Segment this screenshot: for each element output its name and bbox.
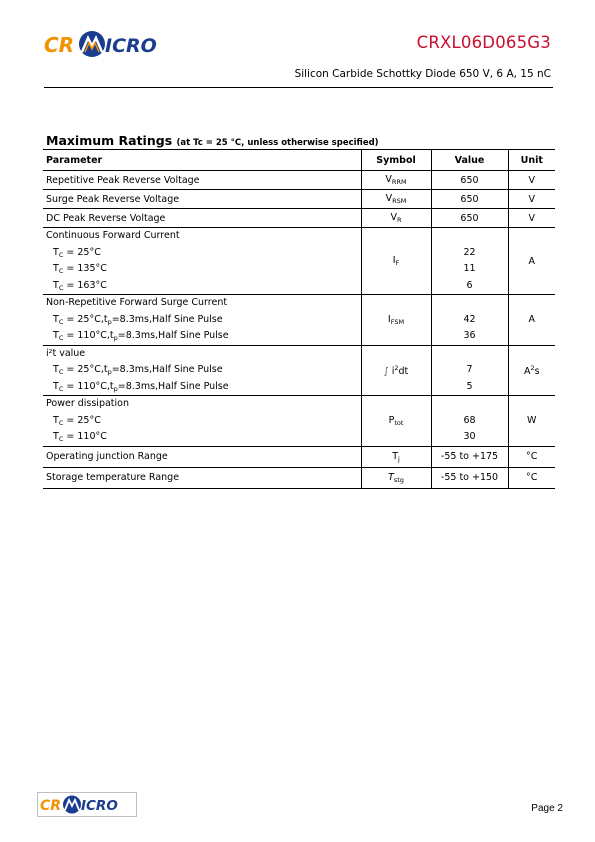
table-header-row bbox=[43, 150, 555, 171]
header-divider bbox=[44, 87, 553, 88]
table-row bbox=[43, 345, 555, 396]
unit-cell: V bbox=[508, 171, 555, 190]
param-cell: i²t value $T_C$ = $25^\circ C,t_p=8.3ms,Half$ Sine Pulse $T_C$ = $110^\circ C,t_p=8.3ms,Half$ Sine Pulse bbox=[43, 345, 361, 396]
unit-cell: °C bbox=[508, 446, 555, 467]
table-row bbox=[43, 446, 555, 467]
table-row bbox=[43, 190, 555, 209]
header-value: Value bbox=[431, 150, 508, 171]
section-title-note: (at Tc = 25 °C, unless otherwise specified) bbox=[176, 138, 379, 148]
value-cell: 650 bbox=[431, 190, 508, 209]
param-cell: Non-Repetitive Forward Surge Current $T_C$ = $25^\circ C,t_p=8.3ms,Half$ Sine Pulse $T_C$ = $110^\circ C,t_p=8.3ms,Half$ Sine Pulse bbox=[43, 295, 361, 346]
unit-cell: W bbox=[508, 396, 555, 447]
footer-crmicro-logo bbox=[37, 792, 137, 817]
param-cell: Operating junction Range bbox=[43, 446, 361, 467]
value-cell: 22 11 6 bbox=[431, 228, 508, 295]
symbol-cell: $V_{RSM}$ bbox=[361, 190, 431, 209]
unit-cell: $A^2s$ bbox=[508, 345, 555, 396]
symbol-cell: ∫ $i^2dt$ bbox=[361, 345, 431, 396]
value-cell: 650 bbox=[431, 171, 508, 190]
table-row bbox=[43, 467, 555, 488]
table-row bbox=[43, 396, 555, 447]
table-row bbox=[43, 171, 555, 190]
value-cell: 42 36 bbox=[431, 295, 508, 346]
table-row bbox=[43, 295, 555, 346]
crmicro-logo bbox=[44, 28, 184, 62]
symbol-cell: $I_F$ bbox=[361, 228, 431, 295]
table-row bbox=[43, 209, 555, 228]
unit-cell: A bbox=[508, 295, 555, 346]
param-cell: Power dissipation $T_C = 25^\circ C$ $T_C = 110^\circ C$ bbox=[43, 396, 361, 447]
value-cell: -55 to +150 bbox=[431, 467, 508, 488]
symbol-cell: $I_{FSM}$ bbox=[361, 295, 431, 346]
symbol-cell: $T_j$ bbox=[361, 446, 431, 467]
symbol-cell: $P_{tot}$ bbox=[361, 396, 431, 447]
header-unit: Unit bbox=[508, 150, 555, 171]
symbol-cell: $V_R$ bbox=[361, 209, 431, 228]
param-cell: DC Peak Reverse Voltage bbox=[43, 209, 361, 228]
param-cell: Storage temperature Range bbox=[43, 467, 361, 488]
value-cell: -55 to +175 bbox=[431, 446, 508, 467]
header-symbol: Symbol bbox=[361, 150, 431, 171]
unit-cell: V bbox=[508, 190, 555, 209]
unit-cell: °C bbox=[508, 467, 555, 488]
svg-text:CR: CR bbox=[40, 798, 62, 814]
svg-text:CR: CR bbox=[44, 33, 75, 57]
value-cell: 68 30 bbox=[431, 396, 508, 447]
symbol-cell: $V_{RRM}$ bbox=[361, 171, 431, 190]
logo-emblem-icon bbox=[79, 31, 105, 57]
footer-logo-emblem-icon bbox=[63, 796, 81, 814]
unit-cell: V bbox=[508, 209, 555, 228]
page-number: Page 2 bbox=[531, 803, 563, 814]
param-cell: Repetitive Peak Reverse Voltage bbox=[43, 171, 361, 190]
param-cell: Continuous Forward Current $T_C = 25^\circ C$ $T_C = 135^\circ C$ $T_C = 163^\circ C$ bbox=[43, 228, 361, 295]
section-title bbox=[46, 133, 379, 148]
value-cell: 650 bbox=[431, 209, 508, 228]
svg-text:ICRO: ICRO bbox=[81, 798, 118, 814]
symbol-cell: $T_{stg}$ bbox=[361, 467, 431, 488]
part-number: CRXL06D065G3 bbox=[416, 33, 551, 52]
svg-text:ICRO: ICRO bbox=[105, 35, 157, 57]
unit-cell: A bbox=[508, 228, 555, 295]
header-parameter: Parameter bbox=[43, 150, 361, 171]
param-cell: Surge Peak Reverse Voltage bbox=[43, 190, 361, 209]
value-cell: 7 5 bbox=[431, 345, 508, 396]
section-title-text: Maximum Ratings bbox=[46, 133, 173, 148]
table-row bbox=[43, 228, 555, 295]
maximum-ratings-table bbox=[43, 149, 555, 489]
document-subtitle: Silicon Carbide Schottky Diode 650 V, 6 A, 15 nC bbox=[294, 68, 551, 80]
